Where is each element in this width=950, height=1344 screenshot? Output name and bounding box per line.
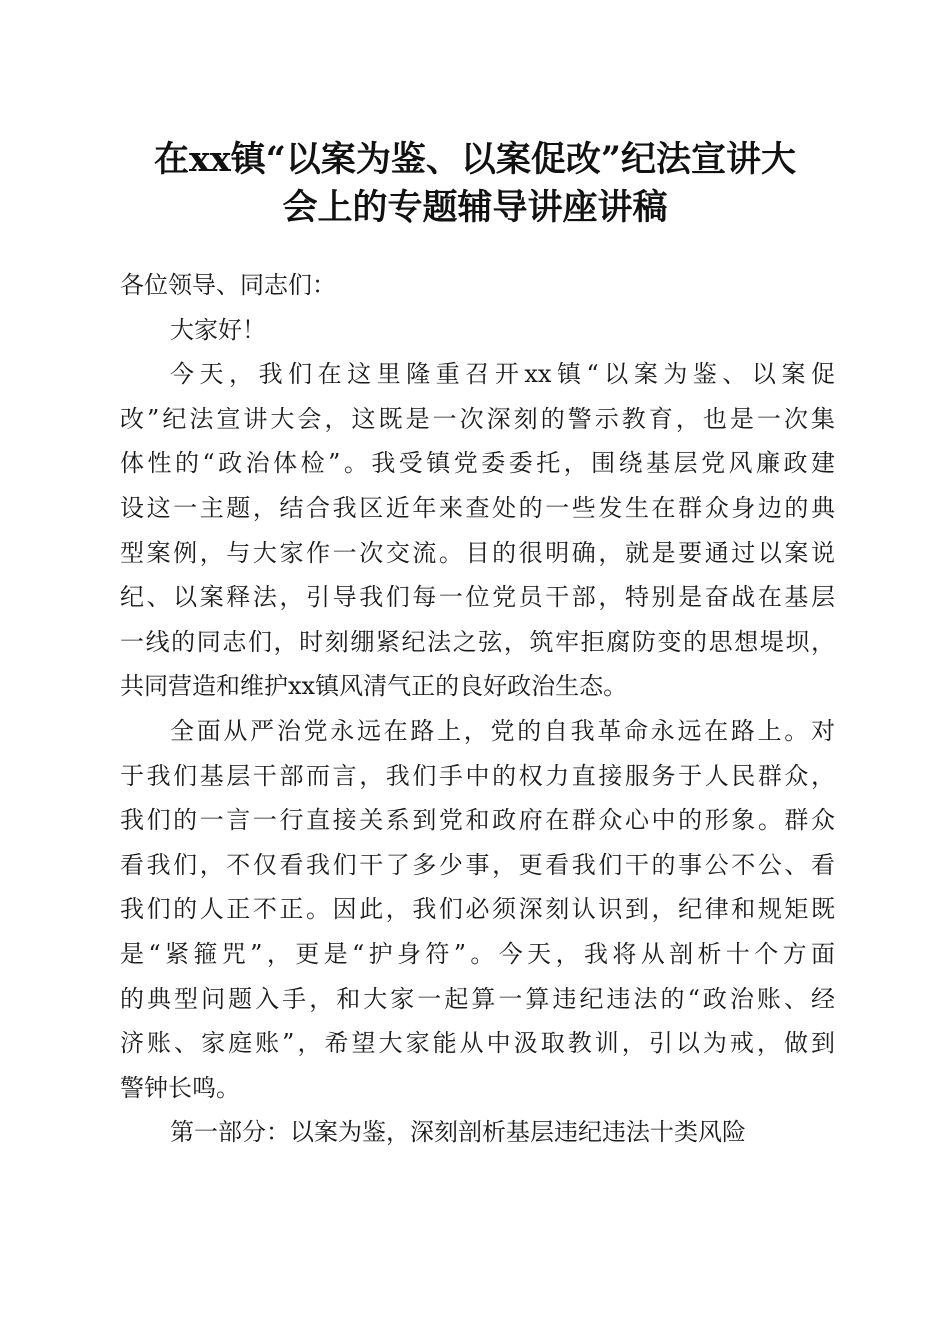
salutation: 各位领导、同志们：	[120, 271, 336, 299]
paragraph-2	[120, 709, 835, 1110]
paragraph-line: 看我们，不仅看我们干了多少事，更看我们干的事公不公、看	[120, 850, 835, 879]
paragraph-line: 是“紧箍咒”，更是“护身符”。今天，我将从剖析十个方面	[120, 939, 835, 968]
paragraph-line: 的典型问题入手，和大家一起算一算违纪违法的“政治账、经	[120, 984, 835, 1013]
paragraph-line: 我们的一言一行直接关系到党和政府在群众心中的形象。群众	[120, 806, 835, 835]
paragraph-line: 共同营造和维护xx镇风清气正的良好政治生态。	[120, 672, 628, 701]
greeting: 大家好！	[170, 315, 266, 344]
paragraph-line: 改”纪法宣讲大会，这既是一次深刻的警示教育，也是一次集	[120, 404, 835, 433]
paragraph-line: 我们的人正不正。因此，我们必须深刻认识到，纪律和规矩既	[120, 895, 835, 924]
document-title-line-2: 会上的专题辅导讲座讲稿	[282, 187, 668, 228]
paragraph-line: 警钟长鸣。	[120, 1073, 240, 1102]
section-heading: 第一部分：以案为鉴，深刻剖析基层违纪违法十类风险	[170, 1118, 746, 1147]
document-body	[120, 263, 835, 1155]
paragraph-line: 一线的同志们，时刻绷紧纪法之弦，筑牢拒腐防变的思想堤坝，	[120, 627, 835, 656]
paragraph-1	[120, 352, 835, 709]
paragraph-line: 全面从严治党永远在路上，党的自我革命永远在路上。对	[170, 716, 835, 745]
paragraph-line: 纪、以案释法，引导我们每一位党员干部，特别是奋战在基层	[120, 583, 835, 612]
paragraph-line: 于我们基层干部而言，我们手中的权力直接服务于人民群众，	[120, 761, 835, 790]
paragraph-line: 型案例，与大家作一次交流。目的很明确，就是要通过以案说	[120, 538, 835, 567]
document-title-line-1: 在xx镇“以案为鉴、以案促改”纪法宣讲大	[154, 139, 796, 180]
paragraph-line: 体性的“政治体检”。我受镇党委委托，围绕基层党风廉政建	[120, 449, 835, 478]
paragraph-line: 设这一主题，结合我区近年来查处的一些发生在群众身边的典	[120, 493, 835, 522]
paragraph-line: 今天，我们在这里隆重召开xx镇“以案为鉴、以案促	[170, 360, 835, 389]
paragraph-line: 济账、家庭账”，希望大家能从中汲取教训，引以为戒，做到	[120, 1029, 835, 1058]
